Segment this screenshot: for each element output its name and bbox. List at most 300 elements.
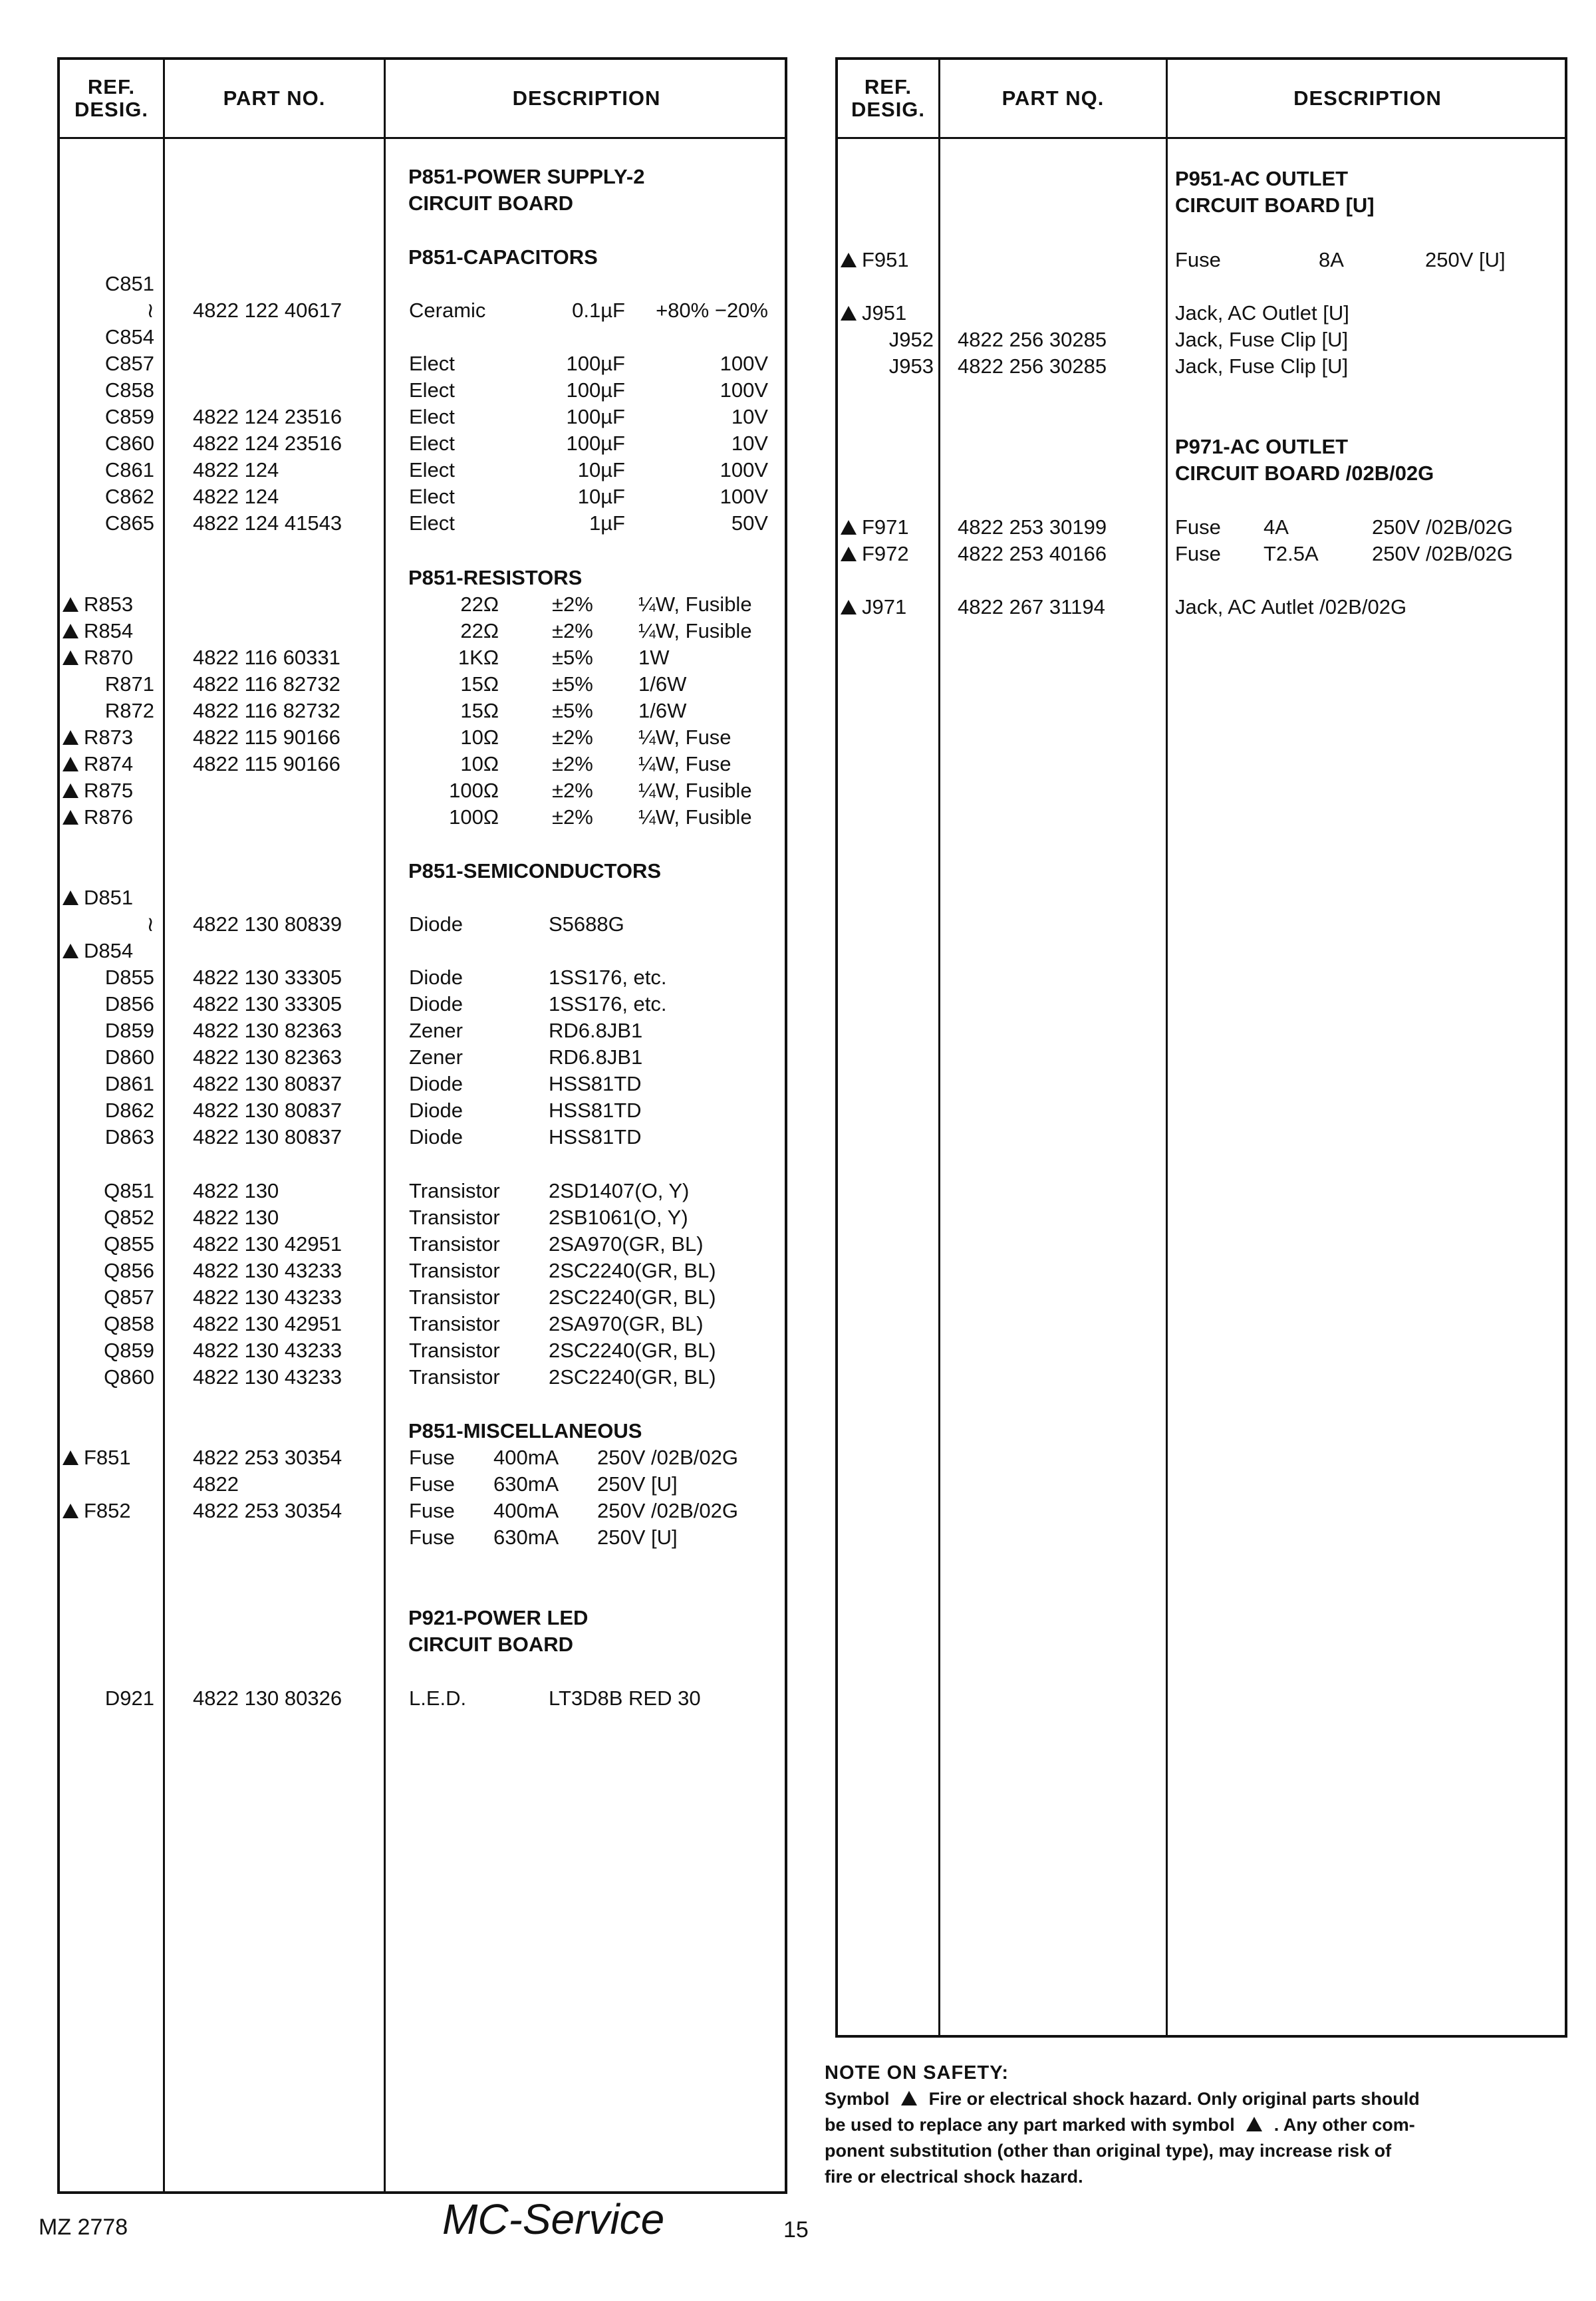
table-row bbox=[60, 404, 785, 430]
table-row bbox=[60, 1524, 785, 1551]
ref-designator bbox=[63, 1097, 154, 1124]
table-row bbox=[60, 1017, 785, 1044]
desc-value: 8A bbox=[1319, 248, 1344, 271]
warning-triangle-icon bbox=[1246, 2117, 1262, 2131]
table-row bbox=[60, 190, 785, 217]
desc-model: 2SC2240(GR, BL) bbox=[549, 1339, 716, 1362]
ref-designator-text: F951 bbox=[862, 248, 909, 271]
right-header-part: PART NQ. bbox=[1001, 86, 1105, 110]
warning-triangle-icon bbox=[63, 810, 78, 825]
ref-designator-text: D854 bbox=[84, 939, 134, 962]
ref-designator bbox=[63, 483, 154, 510]
table-row bbox=[60, 1258, 785, 1284]
desc-type: Elect bbox=[409, 352, 455, 375]
desc-rating: 250V [U] bbox=[597, 1526, 678, 1549]
part-number: 4822 130 43233 bbox=[193, 1286, 342, 1309]
desc-model: RD6.8JB1 bbox=[549, 1045, 643, 1069]
warning-triangle-icon bbox=[63, 624, 78, 638]
desc-rating: 1W bbox=[638, 646, 670, 669]
desc-value: 10Ω bbox=[460, 726, 499, 749]
section-title: P971-AC OUTLET bbox=[1175, 435, 1349, 458]
warning-triangle-icon bbox=[63, 597, 78, 612]
desc-type: Diode bbox=[409, 1072, 463, 1095]
ref-designator-text: F971 bbox=[862, 515, 909, 539]
desc-model: 2SC2240(GR, BL) bbox=[549, 1259, 716, 1282]
desc-rating: 1/6W bbox=[638, 699, 687, 722]
desc-tolerance: ±2% bbox=[552, 752, 593, 775]
part-number: 4822 130 82363 bbox=[193, 1019, 342, 1042]
table-row bbox=[838, 514, 1565, 541]
warning-triangle-icon bbox=[63, 1504, 78, 1518]
warning-triangle-icon bbox=[63, 1450, 78, 1465]
desc-model: 2SA970(GR, BL) bbox=[549, 1312, 704, 1335]
desc-value: 0.1µF bbox=[572, 299, 625, 322]
part-number: 4822 130 80837 bbox=[193, 1125, 342, 1149]
ref-designator bbox=[63, 1444, 154, 1471]
desc-type: Diode bbox=[409, 1125, 463, 1149]
table-row bbox=[60, 1071, 785, 1097]
desc-model: RD6.8JB1 bbox=[549, 1019, 643, 1042]
desc-value: 100µF bbox=[566, 432, 625, 455]
ref-designator-text: C857 bbox=[104, 352, 154, 375]
ref-designator-text: J971 bbox=[862, 595, 907, 618]
table-row bbox=[60, 1471, 785, 1498]
desc-tolerance: ±2% bbox=[552, 619, 593, 642]
desc-rating: 100V bbox=[720, 458, 768, 481]
table-row bbox=[60, 457, 785, 483]
table-row bbox=[60, 271, 785, 297]
right-parts-table bbox=[835, 57, 1567, 2038]
ref-designator bbox=[63, 1044, 154, 1071]
ref-designator-text: R876 bbox=[84, 805, 134, 829]
part-number: 4822 124 bbox=[193, 485, 279, 508]
desc-type: Diode bbox=[409, 1099, 463, 1122]
table-row bbox=[60, 858, 785, 884]
section-title: CIRCUIT BOARD bbox=[408, 1633, 573, 1656]
table-row bbox=[60, 938, 785, 964]
desc-rating: 250V [U] bbox=[1425, 248, 1506, 271]
section-title: P851-CAPACITORS bbox=[408, 245, 598, 269]
desc-model: 2SC2240(GR, BL) bbox=[549, 1286, 716, 1309]
table-row bbox=[60, 350, 785, 377]
desc-type: Transistor bbox=[409, 1365, 500, 1389]
table-row bbox=[60, 1337, 785, 1364]
desc-model: S5688G bbox=[549, 912, 624, 936]
desc-rating: ¼W, Fusible bbox=[638, 593, 752, 616]
ref-designator bbox=[63, 1498, 154, 1524]
desc-type: Zener bbox=[409, 1045, 463, 1069]
part-number: 4822 116 60331 bbox=[193, 646, 340, 669]
desc-type: Fuse bbox=[409, 1446, 455, 1469]
ref-designator bbox=[63, 1284, 154, 1311]
table-row bbox=[60, 618, 785, 644]
warning-triangle-icon bbox=[63, 944, 78, 958]
ref-designator-text: D861 bbox=[104, 1072, 154, 1095]
table-row bbox=[60, 1444, 785, 1471]
table-row bbox=[838, 353, 1565, 380]
table-row bbox=[838, 166, 1565, 192]
table-row bbox=[60, 244, 785, 271]
desc-model: LT3D8B RED 30 bbox=[549, 1687, 701, 1710]
section-title: P851-MISCELLANEOUS bbox=[408, 1419, 642, 1442]
ref-designator-text: R872 bbox=[104, 699, 154, 722]
ref-designator bbox=[841, 327, 934, 353]
ref-designator bbox=[63, 1017, 154, 1044]
part-number: 4822 256 30285 bbox=[958, 328, 1107, 351]
part-number: 4822 253 30199 bbox=[958, 515, 1107, 539]
ref-designator-text: R873 bbox=[84, 726, 134, 749]
desc-rating: ¼W, Fuse bbox=[638, 752, 732, 775]
part-number: 4822 124 41543 bbox=[193, 511, 342, 535]
desc-value: 100Ω bbox=[449, 779, 499, 802]
desc-type: Elect bbox=[409, 511, 455, 535]
table-row bbox=[60, 698, 785, 724]
desc-value: 630mA bbox=[493, 1526, 559, 1549]
part-number: 4822 bbox=[193, 1472, 239, 1496]
desc-rating: 250V /02B/02G bbox=[1372, 515, 1513, 539]
warning-triangle-icon bbox=[63, 650, 78, 665]
desc-type: Transistor bbox=[409, 1206, 500, 1229]
table-row bbox=[838, 247, 1565, 273]
desc-value: 100µF bbox=[566, 378, 625, 402]
warning-triangle-icon bbox=[841, 253, 857, 267]
section-title: CIRCUIT BOARD bbox=[408, 192, 573, 215]
desc-rating: 50V bbox=[731, 511, 768, 535]
warning-triangle-icon bbox=[841, 520, 857, 535]
desc-type: Transistor bbox=[409, 1339, 500, 1362]
desc-type: Fuse bbox=[1175, 248, 1221, 271]
desc-rating: +80% −20% bbox=[656, 299, 768, 322]
ref-designator-text: Q851 bbox=[104, 1179, 154, 1202]
desc-type: Transistor bbox=[409, 1179, 500, 1202]
ref-designator-text: C859 bbox=[104, 405, 154, 428]
ref-designator bbox=[63, 591, 154, 618]
safety-note-line-1: Symbol Fire or electrical shock hazard. Only original parts should bbox=[825, 2089, 1420, 2109]
table-row bbox=[60, 991, 785, 1017]
ref-designator bbox=[63, 510, 154, 537]
ref-designator bbox=[63, 271, 154, 297]
table-row bbox=[60, 1044, 785, 1071]
ref-designator-text: ≀ bbox=[146, 912, 154, 936]
desc-type: Fuse bbox=[1175, 542, 1221, 565]
ref-designator-text: Q857 bbox=[104, 1286, 154, 1309]
part-number: 4822 253 40166 bbox=[958, 542, 1107, 565]
table-row bbox=[60, 430, 785, 457]
left-parts-table bbox=[57, 57, 787, 2194]
warning-triangle-icon bbox=[63, 757, 78, 771]
section-title: P851-POWER SUPPLY-2 bbox=[408, 165, 645, 188]
desc-rating: 250V /02B/02G bbox=[597, 1499, 738, 1522]
desc-value: T2.5A bbox=[1264, 542, 1319, 565]
desc-type: Diode bbox=[409, 966, 463, 989]
ref-designator bbox=[63, 1685, 154, 1712]
ref-designator-text: R853 bbox=[84, 593, 134, 616]
table-row bbox=[60, 483, 785, 510]
desc-type: Elect bbox=[409, 405, 455, 428]
desc-rating: 100V bbox=[720, 352, 768, 375]
table-row bbox=[838, 541, 1565, 567]
desc-value: 100Ω bbox=[449, 805, 499, 829]
table-row bbox=[60, 1685, 785, 1712]
desc-model: 1SS176, etc. bbox=[549, 966, 667, 989]
table-row bbox=[60, 1498, 785, 1524]
part-number: 4822 267 31194 bbox=[958, 595, 1105, 618]
desc-type: Elect bbox=[409, 485, 455, 508]
desc-rating: ¼W, Fusible bbox=[638, 619, 752, 642]
ref-designator bbox=[63, 724, 154, 751]
desc-model: 2SA970(GR, BL) bbox=[549, 1232, 704, 1256]
desc-value: 15Ω bbox=[460, 672, 499, 696]
desc-value: 1µF bbox=[589, 511, 625, 535]
desc-value: 100µF bbox=[566, 405, 625, 428]
ref-designator-text: C865 bbox=[104, 511, 154, 535]
part-number: 4822 130 33305 bbox=[193, 966, 342, 989]
ref-designator bbox=[841, 541, 934, 567]
section-title: P851-RESISTORS bbox=[408, 566, 583, 589]
desc-rating: 250V /02B/02G bbox=[1372, 542, 1513, 565]
desc-tolerance: ±5% bbox=[552, 672, 593, 696]
desc-type: Diode bbox=[409, 912, 463, 936]
part-number: 4822 115 90166 bbox=[193, 752, 340, 775]
warning-triangle-icon bbox=[63, 890, 78, 905]
desc-value: 630mA bbox=[493, 1472, 559, 1496]
ref-designator bbox=[63, 938, 154, 964]
left-header-description: DESCRIPTION bbox=[512, 86, 661, 110]
ref-designator bbox=[63, 698, 154, 724]
ref-designator-text: R874 bbox=[84, 752, 134, 775]
ref-designator-text: F852 bbox=[84, 1499, 131, 1522]
section-title: P951-AC OUTLET bbox=[1175, 167, 1349, 190]
part-number: 4822 130 43233 bbox=[193, 1259, 342, 1282]
ref-designator bbox=[63, 751, 154, 777]
safety-note-title: NOTE ON SAFETY: bbox=[825, 2062, 1009, 2084]
desc-tolerance: ±2% bbox=[552, 805, 593, 829]
desc-type: Transistor bbox=[409, 1232, 500, 1256]
desc-text: Jack, AC Autlet /02B/02G bbox=[1175, 595, 1407, 618]
ref-designator bbox=[63, 457, 154, 483]
part-number: 4822 253 30354 bbox=[193, 1499, 342, 1522]
desc-type: Elect bbox=[409, 458, 455, 481]
ref-designator bbox=[63, 377, 154, 404]
desc-model: HSS81TD bbox=[549, 1099, 642, 1122]
part-number: 4822 130 bbox=[193, 1206, 279, 1229]
ref-designator bbox=[63, 1311, 154, 1337]
footer-brand: MC-Service bbox=[442, 2195, 665, 2243]
desc-type: Fuse bbox=[409, 1499, 455, 1522]
table-row bbox=[60, 1284, 785, 1311]
desc-value: 10µF bbox=[577, 458, 625, 481]
desc-value: 22Ω bbox=[460, 619, 499, 642]
table-row bbox=[60, 644, 785, 671]
warning-triangle-icon bbox=[841, 306, 857, 321]
ref-designator-text: D862 bbox=[104, 1099, 154, 1122]
part-number: 4822 130 80326 bbox=[193, 1687, 342, 1710]
ref-designator bbox=[63, 671, 154, 698]
part-number: 4822 130 80837 bbox=[193, 1072, 342, 1095]
part-number: 4822 124 bbox=[193, 458, 279, 481]
warning-triangle-icon bbox=[841, 600, 857, 614]
ref-designator-text: C860 bbox=[104, 432, 154, 455]
desc-model: HSS81TD bbox=[549, 1072, 642, 1095]
ref-designator bbox=[63, 404, 154, 430]
section-title: P921-POWER LED bbox=[408, 1606, 589, 1629]
table-row bbox=[60, 1418, 785, 1444]
ref-designator bbox=[63, 1124, 154, 1150]
desc-model: 1SS176, etc. bbox=[549, 992, 667, 1015]
ref-designator-text: J952 bbox=[888, 328, 934, 351]
ref-designator-text: D921 bbox=[104, 1687, 154, 1710]
ref-designator bbox=[841, 353, 934, 380]
ref-designator bbox=[63, 430, 154, 457]
ref-designator-text: D856 bbox=[104, 992, 154, 1015]
part-number: 4822 130 80839 bbox=[193, 912, 342, 936]
desc-type: L.E.D. bbox=[409, 1687, 467, 1710]
table-row bbox=[838, 300, 1565, 327]
ref-designator bbox=[63, 297, 154, 324]
desc-rating: ¼W, Fusible bbox=[638, 805, 752, 829]
right-header-ref: REF. DESIG. bbox=[851, 75, 926, 121]
footer-page-number: 15 bbox=[783, 2217, 809, 2242]
desc-value: 15Ω bbox=[460, 699, 499, 722]
table-row bbox=[60, 1231, 785, 1258]
desc-type: Zener bbox=[409, 1019, 463, 1042]
ref-designator bbox=[63, 1204, 154, 1231]
desc-type: Transistor bbox=[409, 1259, 500, 1282]
table-row bbox=[60, 1178, 785, 1204]
desc-type: Ceramic bbox=[409, 299, 486, 322]
desc-type: Fuse bbox=[409, 1472, 455, 1496]
desc-rating: 1/6W bbox=[638, 672, 687, 696]
ref-designator-text: R871 bbox=[104, 672, 154, 696]
table-row bbox=[60, 591, 785, 618]
ref-designator bbox=[63, 1071, 154, 1097]
ref-designator-text: C851 bbox=[104, 272, 154, 295]
table-row bbox=[60, 565, 785, 591]
ref-designator bbox=[63, 777, 154, 804]
left-header-ref: REF. DESIG. bbox=[74, 75, 149, 121]
ref-designator-text: Q860 bbox=[104, 1365, 154, 1389]
ref-designator-text: J951 bbox=[862, 301, 907, 325]
part-number: 4822 122 40617 bbox=[193, 299, 342, 322]
desc-tolerance: ±5% bbox=[552, 646, 593, 669]
desc-value: 4A bbox=[1264, 515, 1289, 539]
ref-designator bbox=[841, 247, 934, 273]
ref-designator bbox=[63, 350, 154, 377]
desc-rating: 250V /02B/02G bbox=[597, 1446, 738, 1469]
ref-designator bbox=[63, 618, 154, 644]
ref-designator-text: Q856 bbox=[104, 1259, 154, 1282]
warning-triangle-icon bbox=[63, 783, 78, 798]
desc-tolerance: ±2% bbox=[552, 593, 593, 616]
table-row bbox=[60, 324, 785, 350]
desc-text: Jack, Fuse Clip [U] bbox=[1175, 328, 1349, 351]
ref-designator bbox=[841, 514, 934, 541]
desc-type: Elect bbox=[409, 432, 455, 455]
section-title: CIRCUIT BOARD [U] bbox=[1175, 194, 1375, 217]
ref-designator-text: C858 bbox=[104, 378, 154, 402]
part-number: 4822 116 82732 bbox=[193, 672, 340, 696]
desc-value: 22Ω bbox=[460, 593, 499, 616]
ref-designator bbox=[841, 300, 934, 327]
table-row bbox=[60, 297, 785, 324]
part-number: 4822 124 23516 bbox=[193, 405, 342, 428]
ref-designator bbox=[63, 1364, 154, 1391]
desc-type: Transistor bbox=[409, 1286, 500, 1309]
table-row bbox=[60, 1204, 785, 1231]
part-number: 4822 130 42951 bbox=[193, 1232, 342, 1256]
table-row bbox=[838, 594, 1565, 620]
desc-model: 2SB1061(O, Y) bbox=[549, 1206, 688, 1229]
table-row bbox=[60, 804, 785, 831]
section-title: P851-SEMICONDUCTORS bbox=[408, 859, 662, 882]
ref-designator-text: D860 bbox=[104, 1045, 154, 1069]
desc-tolerance: ±2% bbox=[552, 726, 593, 749]
part-number: 4822 116 82732 bbox=[193, 699, 340, 722]
part-number: 4822 115 90166 bbox=[193, 726, 340, 749]
table-row bbox=[60, 671, 785, 698]
part-number: 4822 253 30354 bbox=[193, 1446, 342, 1469]
desc-text: Jack, Fuse Clip [U] bbox=[1175, 354, 1349, 378]
table-row bbox=[60, 884, 785, 911]
warning-triangle-icon bbox=[841, 547, 857, 561]
ref-designator-text: Q858 bbox=[104, 1312, 154, 1335]
table-row bbox=[838, 460, 1565, 487]
desc-model: HSS81TD bbox=[549, 1125, 642, 1149]
part-number: 4822 130 33305 bbox=[193, 992, 342, 1015]
footer-model: MZ 2778 bbox=[39, 2215, 128, 2240]
desc-rating: 100V bbox=[720, 378, 768, 402]
ref-designator bbox=[63, 1337, 154, 1364]
ref-designator-text: R854 bbox=[84, 619, 134, 642]
desc-type: Fuse bbox=[1175, 515, 1221, 539]
table-row bbox=[60, 1097, 785, 1124]
ref-designator-text: D855 bbox=[104, 966, 154, 989]
safety-note-line-2: be used to replace any part marked with symbol . Any other com- bbox=[825, 2115, 1415, 2135]
ref-designator bbox=[63, 644, 154, 671]
ref-designator bbox=[63, 911, 154, 938]
ref-designator-text: F972 bbox=[862, 542, 909, 565]
table-row bbox=[60, 377, 785, 404]
left-header-part: PART NO. bbox=[223, 86, 326, 110]
ref-designator-text: C861 bbox=[104, 458, 154, 481]
table-row bbox=[60, 1364, 785, 1391]
table-row bbox=[60, 724, 785, 751]
desc-tolerance: ±5% bbox=[552, 699, 593, 722]
ref-designator bbox=[841, 594, 934, 620]
desc-rating: 10V bbox=[731, 405, 768, 428]
right-header-description: DESCRIPTION bbox=[1293, 86, 1442, 110]
desc-tolerance: ±2% bbox=[552, 779, 593, 802]
desc-value: 400mA bbox=[493, 1446, 559, 1469]
ref-designator-text: Q859 bbox=[104, 1339, 154, 1362]
ref-designator bbox=[63, 1178, 154, 1204]
desc-type: Elect bbox=[409, 378, 455, 402]
desc-value: 10Ω bbox=[460, 752, 499, 775]
ref-designator bbox=[63, 804, 154, 831]
ref-designator-text: D863 bbox=[104, 1125, 154, 1149]
part-number: 4822 130 43233 bbox=[193, 1365, 342, 1389]
table-row bbox=[60, 777, 785, 804]
table-row bbox=[838, 327, 1565, 353]
desc-value: 400mA bbox=[493, 1499, 559, 1522]
ref-designator bbox=[63, 884, 154, 911]
ref-designator bbox=[63, 1231, 154, 1258]
desc-rating: 100V bbox=[720, 485, 768, 508]
part-number: 4822 130 80837 bbox=[193, 1099, 342, 1122]
table-row bbox=[60, 1311, 785, 1337]
table-row bbox=[60, 911, 785, 938]
safety-note-line-4: fire or electrical shock hazard. bbox=[825, 2167, 1083, 2187]
